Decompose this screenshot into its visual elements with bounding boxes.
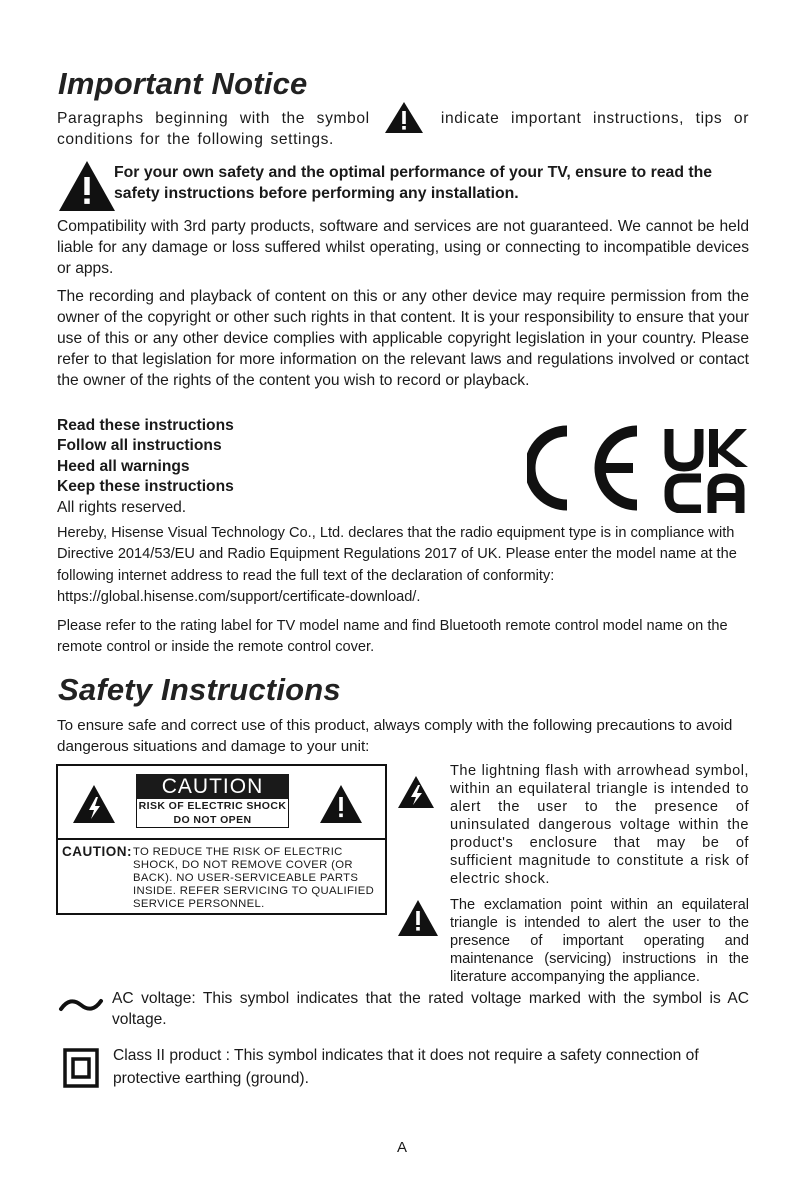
instruction-item: Follow all instructions — [57, 437, 222, 455]
caution-sub-line-1: RISK OF ELECTRIC SHOCK — [138, 800, 287, 812]
caution-line-1: TO REDUCE THE RISK OF ELECTRIC — [133, 846, 343, 858]
safety-intro: To ensure safe and correct use of this product, always comply with the following precautions to avoid dangerous situations and damage to your unit: — [57, 717, 733, 756]
page-number: A — [397, 1139, 408, 1156]
recording-paragraph: The recording and playback of content on this or any other device may require permission from the owner of the copyright or other such rights in that content. It is your responsibility to ensure that your use of this or any other device complies with applicable copyright legislation in your country. Please refer to that legislation for more information on the relevant laws and regulations involved or contact the owner of the rights of the content you wish to record or playback. — [57, 288, 749, 389]
ce-mark-logo — [527, 425, 647, 516]
exclamation-explanation: The exclamation point within an equilateral triangle is intended to alert the user to the presence of important operating and maintenance (servicing) instructions in the literature accompanying the appliance. — [450, 897, 749, 985]
caution-line-2: SHOCK, DO NOT REMOVE COVER (OR — [133, 859, 353, 871]
exclamation-triangle-icon — [397, 899, 439, 937]
caution-word: CAUTION: — [62, 844, 132, 859]
intro-after — [57, 108, 749, 150]
instruction-item: Read these instructions — [57, 417, 234, 434]
ukca-mark-logo — [664, 427, 748, 518]
instruction-item: Heed all warnings — [57, 457, 190, 475]
caution-heading: CAUTION — [136, 774, 289, 799]
class-ii-icon — [63, 1048, 99, 1093]
exclamation-triangle-icon — [319, 784, 363, 824]
caution-header — [136, 774, 289, 828]
caution-label-box — [56, 764, 387, 915]
safety-instructions-title: Safety Instructions — [58, 672, 341, 707]
caution-subtitle — [136, 799, 289, 828]
caution-divider — [58, 838, 385, 840]
caution-sub-line-2: DO NOT OPEN — [173, 814, 252, 826]
lightning-triangle-icon — [72, 784, 116, 824]
instructions-list — [57, 416, 234, 497]
safety-warning-text: For your own safety and the optimal performance of your TV, ensure to read the safety instructions before performing any installation. — [114, 164, 713, 202]
declaration-paragraph: Hereby, Hisense Visual Technology Co., Ltd. declares that the radio equipment type is in compliance with Directive 2014/53/EU and Radio Equipment Regulations 2017 of UK. Please enter the model name at the following internet address to read the full text of the declaration of conformity: https://global.hisense.com/support/certificate-download/. — [57, 525, 737, 605]
ac-voltage-icon — [58, 994, 104, 1021]
caution-line-4: INSIDE. REFER SERVICING TO QUALIFIED — [133, 885, 375, 897]
rights-text: All rights reserved. — [57, 499, 187, 516]
warning-triangle-large-icon — [58, 160, 116, 212]
ac-voltage-text: AC voltage: This symbol indicates that the rated voltage marked with the symbol is AC voltage. — [112, 990, 749, 1028]
instruction-item: Keep these instructions — [57, 477, 234, 495]
compatibility-paragraph: Compatibility with 3rd party products, software and services are not guaranteed. We cannot be held liable for any damage or loss suffered whilst operating, using or connecting to incompatible devices or apps. — [57, 218, 749, 277]
caution-line-5: SERVICE PERSONNEL. — [133, 898, 265, 910]
class-ii-text: Class II product : This symbol indicates that it does not require a safety connection of protective earthing (ground). — [113, 1047, 699, 1087]
caution-line-3: BACK). NO USER-SERVICEABLE PARTS — [133, 872, 359, 884]
lightning-triangle-icon — [397, 775, 435, 809]
rating-label-paragraph: Please refer to the rating label for TV model name and find Bluetooth remote control model name on the remote control or inside the remote control cover. — [57, 618, 728, 656]
intro-after-text: indicate important instructions, tips or conditions for the following settings. — [57, 110, 749, 148]
intro-before-text: Paragraphs beginning with the symbol — [57, 110, 370, 127]
lightning-explanation: The lightning flash with arrowhead symbol, within an equilateral triangle is intended to alert the user to the presence of uninsulated dangerous voltage within the product's enclosure that may be of sufficient magnitude to constitute a risk of electric shock. — [450, 763, 749, 887]
important-notice-title: Important Notice — [58, 66, 308, 101]
